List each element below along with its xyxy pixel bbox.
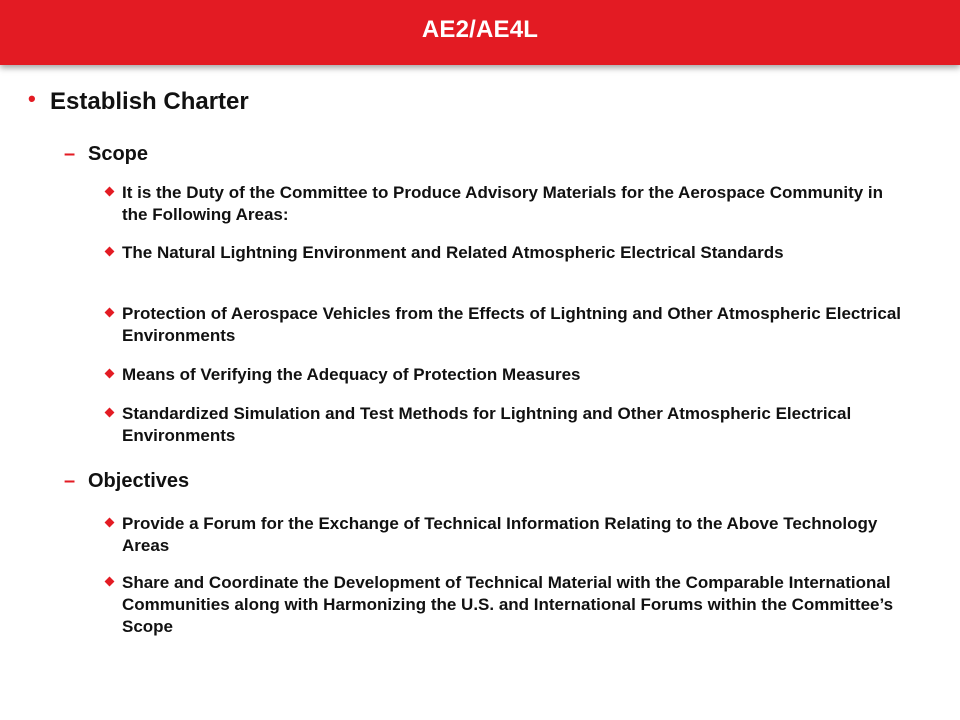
diamond-bullet-icon: [105, 577, 115, 587]
main-heading: Establish Charter: [50, 88, 249, 115]
list-item: Protection of Aerospace Vehicles from the Effects of Lightning and Other Atmospheric Electrical Environments: [122, 304, 902, 345]
section-title-scope: Scope: [88, 143, 149, 165]
list-item: Standardized Simulation and Test Methods for Lightning and Other Atmospheric Electrical Environments: [122, 404, 852, 445]
list-item: Share and Coordinate the Development of Technical Material with the Comparable International Communities along with Harmonizing the U.S. and International Forums within the Committee’s Scope: [122, 573, 894, 636]
diamond-bullet-icon: [105, 408, 115, 418]
diamond-bullet-icon: [105, 369, 115, 379]
list-item: It is the Duty of the Committee to Produce Advisory Materials for the Aerospace Community in the Following Areas:: [122, 183, 884, 224]
diamond-bullet-icon: [105, 308, 115, 318]
list-item: Provide a Forum for the Exchange of Technical Information Relating to the Above Technology Areas: [122, 514, 878, 555]
diamond-bullet-icon: [105, 247, 115, 257]
section-title-objectives: Objectives: [88, 470, 190, 492]
diamond-bullet-icon: [105, 518, 115, 528]
dash-icon: –: [64, 470, 76, 492]
diamond-bullet-icon: [105, 187, 115, 197]
slide-title: AE2/AE4L: [421, 16, 539, 43]
dash-icon: –: [64, 143, 76, 165]
bullet-dot-icon: •: [28, 86, 36, 111]
list-item: The Natural Lightning Environment and Related Atmospheric Electrical Standards: [122, 243, 784, 262]
list-item: Means of Verifying the Adequacy of Protection Measures: [122, 365, 581, 384]
